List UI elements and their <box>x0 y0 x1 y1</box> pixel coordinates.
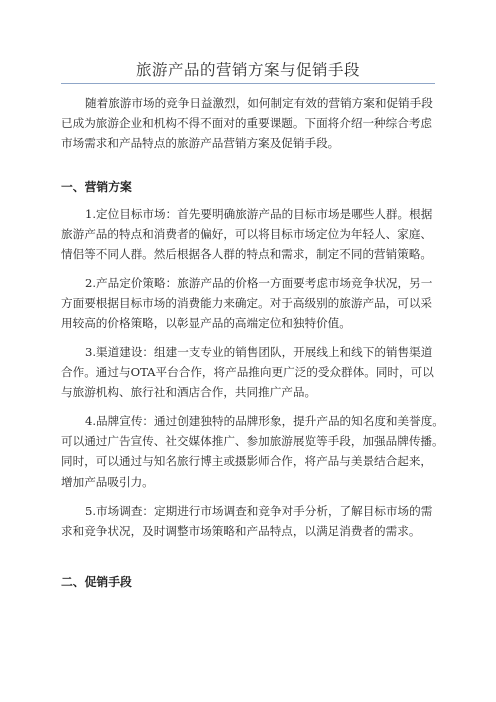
marketing-item-5 <box>61 501 435 541</box>
marketing-item-1 <box>61 204 435 265</box>
paragraph-line: 与旅游机构、旅行社和酒店合作，共同推广产品。 <box>61 385 317 400</box>
paragraph-line: 可以通过广告宣传、社交媒体推广、参加旅游展览等手段，加强品牌传播。 <box>61 434 444 449</box>
marketing-item-3 <box>61 342 435 403</box>
intro-paragraph <box>61 93 435 154</box>
paragraph-line: 求和竞争状况，及时调整市场策略和产品特点，以满足消费者的需求。 <box>61 524 421 539</box>
paragraph-line: 情侣等不同人群。然后根据各人群的特点和需求，制定不同的营销策略。 <box>61 247 433 262</box>
intro-line: 已成为旅游企业和机构不得不面对的重要课题。下面将介绍一种综合考虑 <box>61 116 433 131</box>
paragraph-line: 1.定位目标市场：首先要明确旅游产品的目标市场是哪些人群。根据 <box>85 207 433 221</box>
paragraph-line: 2.产品定价策略：旅游产品的价格一方面要考虑市场竞争状况，另一 <box>85 276 433 290</box>
marketing-item-2 <box>61 273 435 334</box>
paragraph-line: 同时，可以通过与知名旅行博主或摄影师合作，将产品与美景结合起来， <box>61 454 433 469</box>
title-underline <box>61 83 435 84</box>
paragraph-line: 用较高的价格策略，以彰显产品的高端定位和独特价值。 <box>61 316 351 331</box>
marketing-item-4 <box>61 411 444 492</box>
paragraph-line: 方面要根据目标市场的消费能力来确定。对于高级别的旅游产品，可以采 <box>61 296 433 311</box>
section-heading-marketing-plan: 一、营销方案 <box>61 180 132 194</box>
paragraph-line: 增加产品吸引力。 <box>61 474 154 489</box>
paragraph-line: 3.渠道建设：组建一支专业的销售团队，开展线上和线下的销售渠道 <box>85 345 433 359</box>
intro-line: 市场需求和产品特点的旅游产品营销方案及促销手段。 <box>61 136 340 151</box>
paragraph-line: 4.品牌宣传：通过创建独特的品牌形象，提升产品的知名度和美誉度。 <box>85 414 444 428</box>
document-title: 旅游产品的营销方案与促销手段 <box>135 61 360 79</box>
intro-line: 随着旅游市场的竞争日益激烈，如何制定有效的营销方案和促销手段 <box>85 96 433 110</box>
section-heading-promotion: 二、促销手段 <box>61 575 132 589</box>
paragraph-line: 合作。通过与OTA平台合作，将产品推向更广泛的受众群体。同时，可以 <box>61 365 434 380</box>
paragraph-line: 旅游产品的特点和消费者的偏好，可以将目标市场定位为年轻人、家庭、 <box>61 227 433 242</box>
paragraph-line: 5.市场调查：定期进行市场调查和竞争对手分析，了解目标市场的需 <box>85 504 433 518</box>
